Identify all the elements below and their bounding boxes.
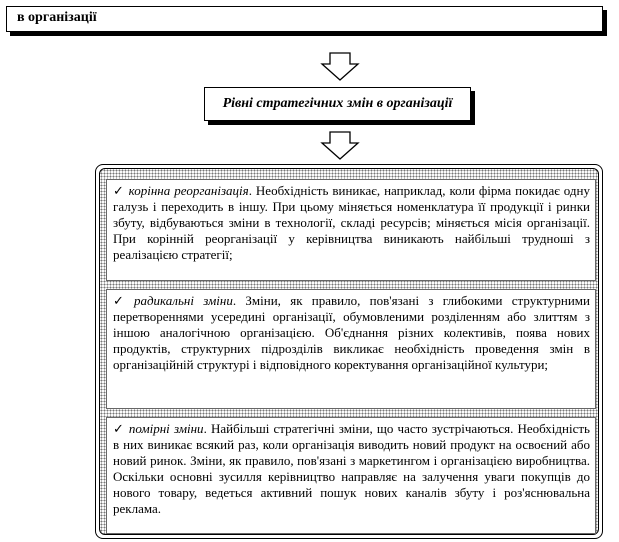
level-term: радикальні зміни bbox=[133, 293, 233, 308]
header-box bbox=[6, 6, 603, 32]
level-description: . Зміни, як правило, пов'язані з глибокими структурними перетвореннями усередині організації, обумовленими розділенням або злиттям з іншою аналогічною організацією. Об'єднання різних колективів, поява нових продуктів, структурних підрозділів викликає необхідність проведення змін в організаційній структурі і відповідного коректування організаційної культури; bbox=[113, 293, 590, 372]
levels-frame-inner bbox=[99, 168, 599, 535]
center-title-box bbox=[204, 87, 471, 121]
level-description: . Найбільші стратегічні зміни, що часто зустрічаються. Необхідність в них виникає всякий раз, коли організація виводить новий продукт на освоєний або новий ринок. Зміни, як правило, пов'язані з маркетингом і організацією виробництва. Оскільки основні зусилля керівництво направляє на залучення уваги покупців до нового товару, ведеться активний пошук нових каналів збуту і роз'яснювальна реклама. bbox=[113, 421, 590, 516]
down-arrow-icon bbox=[320, 131, 360, 161]
level-item-radical-changes bbox=[106, 289, 596, 409]
level-term: корінна реорганізація bbox=[128, 183, 249, 198]
level-item-radical-reorganization bbox=[106, 179, 596, 281]
level-description: . Необхідність виникає, наприклад, коли фірма покидає одну галузь і переходить в іншу. При цьому міняється номенклатура її продукції і ринки збуту, відбуваються зміни в технології, складі ресурсів; міняється місія організації. При корінній реорганізації у керівництва виникають найбільші трудноші з реалізацією стратегії; bbox=[113, 183, 590, 262]
header-title: в організації bbox=[17, 10, 97, 25]
check-mark-icon: ✓ bbox=[113, 293, 130, 308]
down-arrow-icon bbox=[320, 52, 360, 82]
center-title: Рівні стратегічних змін в організації bbox=[222, 96, 453, 111]
check-mark-icon: ✓ bbox=[113, 183, 125, 198]
level-term: помірні зміни bbox=[128, 421, 204, 436]
levels-frame bbox=[95, 164, 603, 539]
level-item-moderate-changes bbox=[106, 417, 596, 534]
check-mark-icon: ✓ bbox=[113, 421, 125, 436]
